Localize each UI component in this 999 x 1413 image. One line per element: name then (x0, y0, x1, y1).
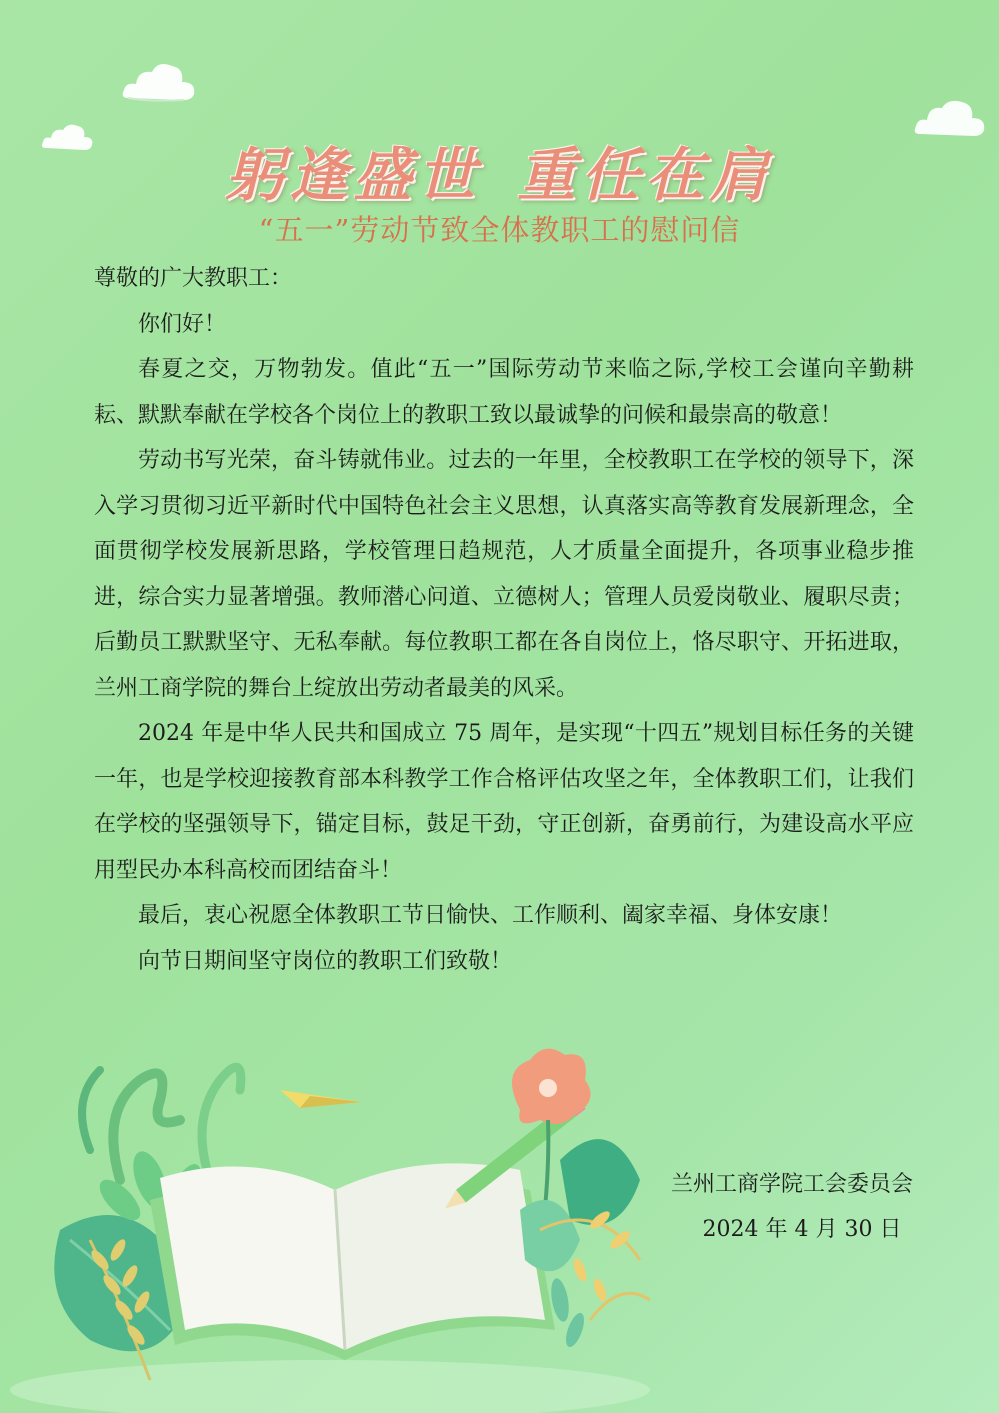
page-title (0, 128, 999, 212)
signature-date: 2024 年 4 月 30 日 (702, 1217, 902, 1242)
letter-body (94, 256, 914, 984)
paragraph-hello: 你们好！ (138, 311, 227, 337)
title-right: 重任在肩 (517, 141, 774, 209)
paragraph-2: 劳动书写光荣，奋斗铸就伟业。过去的一年里，全校教职工在学校的领导下，深入学习贯彻习近平新时代中国特色社会主义思想，认真落实高等教育发展新理念，全面贯彻学校发展新思路，学校管理日趋规范，人才质量全面提升，各项事业稳步推进，综合实力显著增强。教师潜心问道、立德树人；管理人员爱岗敬业、履职尽责；后勤员工默默坚守、无私奉献。每位教职工都在各自岗位上，恪尽职守、开拓进取，兰州工商学院的舞台上绽放出劳动者最美的风采。 (94, 448, 914, 701)
signature (671, 1162, 913, 1252)
paragraph-5: 向节日期间坚守岗位的教职工们致敬！ (138, 948, 513, 974)
signature-org: 兰州工商学院工会委员会 (670, 1172, 913, 1197)
paragraph-1: 春夏之交，万物勃发。值此“五一”国际劳动节来临之际,学校工会谨向辛勤耕耘、默默奉献在学校各个岗位上的教职工致以最诚挚的问候和最崇高的敬意！ (94, 357, 914, 428)
page-subtitle: “五一”劳动节致全体教职工的慰问信 (258, 213, 741, 247)
paragraph-3: 2024 年是中华人民共和国成立 75 周年，是实现“十四五”规划目标任务的关键一年，也是学校迎接教育部本科教学工作合格评估攻坚之年，全体教职工们，让我们在学校的坚强领导下，锚定目标，鼓足干劲，守正创新，奋勇前行，为建设高水平应用型民办本科高校而团结奋斗！ (94, 721, 914, 883)
title-left: 躬逢盛世 (225, 141, 482, 209)
greeting: 尊敬的广大教职工： (94, 266, 293, 291)
paragraph-4: 最后，衷心祝愿全体教职工节日愉快、工作顺利、阖家幸福、身体安康！ (138, 903, 843, 928)
